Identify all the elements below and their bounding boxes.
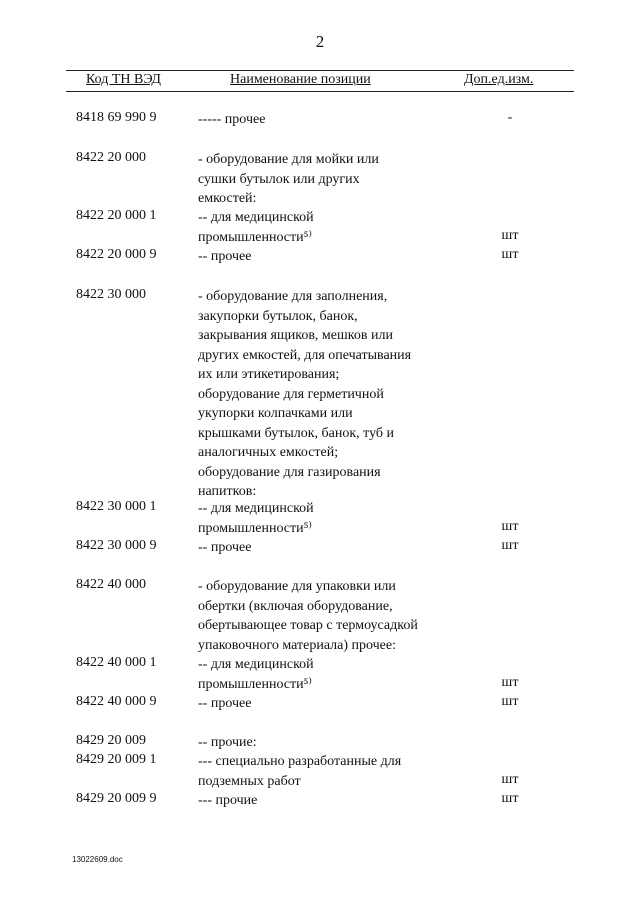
row-name bbox=[198, 150, 468, 209]
row-unit: шт bbox=[501, 538, 519, 553]
footer-filename: 13022609.doc bbox=[72, 855, 123, 864]
row-name-line: их или этикетирования; bbox=[198, 367, 340, 382]
row-name-line: оборудование для герметичной bbox=[198, 386, 384, 402]
row-name-line: промышленности⁵⁾ bbox=[198, 229, 312, 245]
row-name-line: оборудование для газирования bbox=[198, 464, 381, 480]
row-unit: - bbox=[507, 110, 513, 125]
row-name-line: промышленности⁵⁾ bbox=[198, 676, 312, 692]
row-code: 8422 20 000 1 bbox=[76, 208, 157, 223]
row-unit: шт bbox=[501, 247, 519, 262]
row-unit: шт bbox=[501, 674, 519, 690]
table-header bbox=[66, 70, 574, 92]
row-code: 8422 40 000 9 bbox=[76, 694, 157, 709]
row-name-line: закупорки бутылок, банок, bbox=[198, 308, 358, 324]
row-name-line: обертки (включая оборудование, bbox=[198, 598, 393, 614]
row-name-line: --- прочие bbox=[198, 793, 258, 808]
row-name-line: - оборудование для заполнения, bbox=[198, 289, 388, 304]
row-name-line: сушки бутылок или других bbox=[198, 171, 360, 187]
row-name bbox=[198, 499, 468, 538]
row-name-line: подземных работ bbox=[198, 773, 301, 789]
row-code: 8418 69 990 9 bbox=[76, 110, 157, 125]
row-unit: шт bbox=[501, 791, 519, 806]
row-name bbox=[198, 208, 468, 247]
row-code: 8422 20 000 9 bbox=[76, 247, 157, 262]
header-code: Код ТН ВЭД bbox=[86, 72, 161, 87]
row-name-line: -- прочее bbox=[198, 696, 252, 711]
row-name-line: закрывания ящиков, мешков или bbox=[198, 328, 393, 343]
row-name-line: ----- прочее bbox=[198, 112, 266, 127]
row-name-line: крышками бутылок, банок, туб и bbox=[198, 425, 395, 441]
row-name-line: -- для медицинской bbox=[198, 210, 314, 225]
header-unit: Доп.ед.изм. bbox=[464, 72, 534, 87]
row-unit: шт bbox=[501, 771, 519, 787]
row-name-line: других емкостей, для опечатывания bbox=[198, 347, 412, 363]
row-name-line: емкостей: bbox=[198, 191, 257, 206]
row-code: 8422 30 000 bbox=[76, 287, 146, 302]
row-unit: шт bbox=[501, 694, 519, 709]
row-name-line: - оборудование для упаковки или bbox=[198, 579, 396, 594]
row-name bbox=[198, 694, 468, 714]
header-name: Наименование позиции bbox=[230, 72, 371, 87]
row-name bbox=[198, 287, 468, 502]
row-name-line: обертывающее товар с термоусадкой bbox=[198, 618, 418, 633]
row-code: 8422 30 000 1 bbox=[76, 499, 157, 514]
row-name-line: --- специально разработанные для bbox=[198, 754, 402, 769]
row-name bbox=[198, 752, 468, 791]
row-code: 8422 30 000 9 bbox=[76, 538, 157, 553]
row-name bbox=[198, 791, 468, 811]
row-code: 8422 20 000 bbox=[76, 150, 146, 165]
row-name-line: промышленности⁵⁾ bbox=[198, 520, 312, 536]
row-name-line: -- для медицинской bbox=[198, 501, 314, 516]
row-name-line: -- прочее bbox=[198, 540, 252, 555]
row-name bbox=[198, 577, 468, 655]
row-name bbox=[198, 110, 468, 130]
row-name-line: укупорки колпачками или bbox=[198, 406, 353, 421]
row-name-line: - оборудование для мойки или bbox=[198, 152, 379, 167]
row-unit: шт bbox=[501, 227, 519, 243]
row-name-line: -- прочие: bbox=[198, 735, 257, 750]
row-name-line: -- прочее bbox=[198, 249, 252, 264]
row-name-line: упаковочного материала) прочее: bbox=[198, 637, 397, 653]
row-code: 8422 40 000 1 bbox=[76, 655, 157, 670]
row-code: 8422 40 000 bbox=[76, 577, 146, 592]
row-code: 8429 20 009 1 bbox=[76, 752, 157, 767]
row-name-line: -- для медицинской bbox=[198, 657, 314, 672]
row-unit: шт bbox=[501, 518, 519, 534]
row-name bbox=[198, 733, 468, 753]
row-name-line: напитков: bbox=[198, 484, 257, 499]
row-name bbox=[198, 655, 468, 694]
row-code: 8429 20 009 bbox=[76, 733, 146, 748]
page-number: 2 bbox=[315, 32, 325, 51]
row-code: 8429 20 009 9 bbox=[76, 791, 157, 806]
row-name bbox=[198, 538, 468, 558]
row-name bbox=[198, 247, 468, 267]
row-name-line: аналогичных емкостей; bbox=[198, 445, 339, 460]
